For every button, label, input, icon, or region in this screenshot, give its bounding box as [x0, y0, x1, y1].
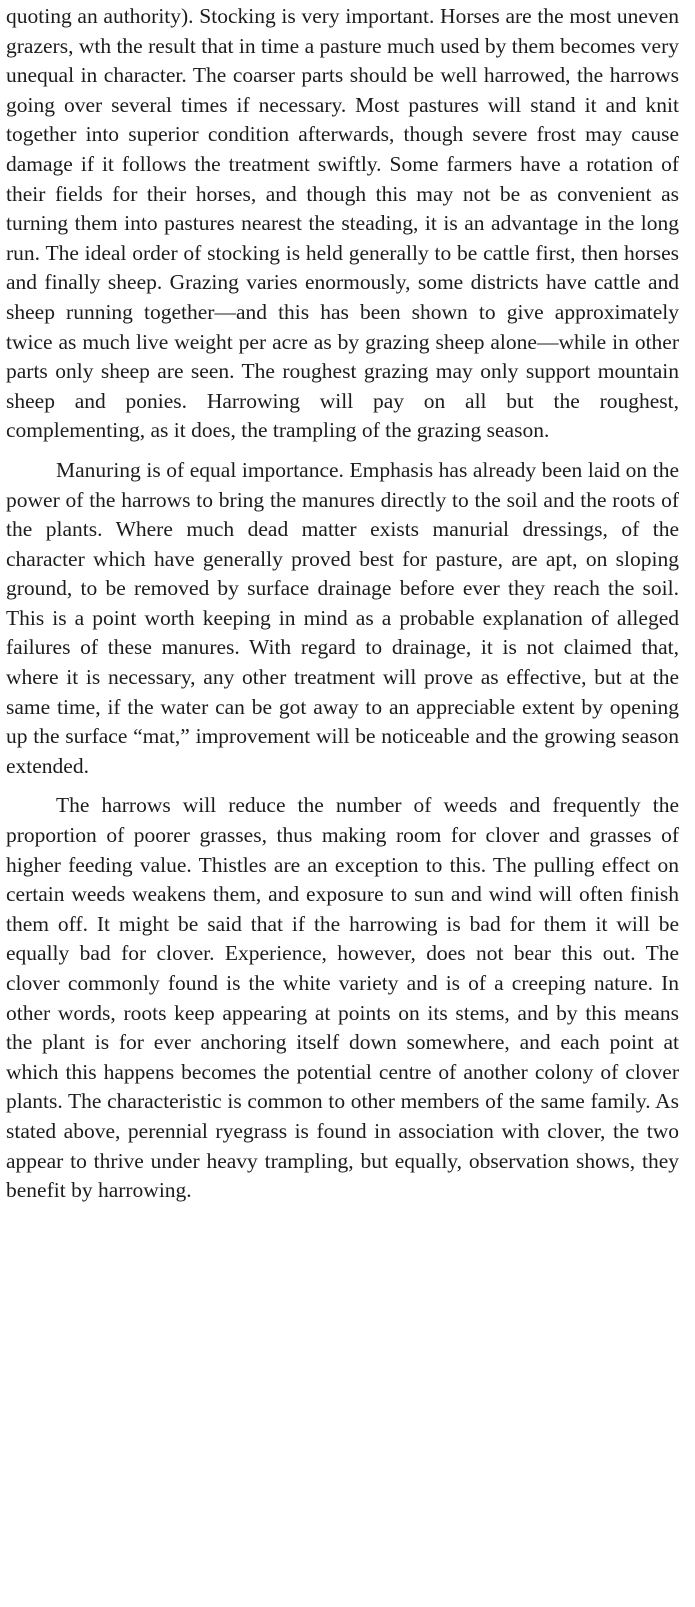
- paragraph-weeds-clover: The harrows will reduce the number of weeds and frequently the proportion of poorer grasses, thus making room for clover and grasses of higher feeding value. Thistles are an exception to this. The pulling effect on certain weeds weakens them, and exposure to sun and wind will often finish them off. It might be said that if the harrowing is bad for them it will be equally bad for clover. Experience, however, does not bear this out. The clover commonly found is the white variety and is of a creeping nature. In other words, roots keep appearing at points on its stems, and by this means the plant is for ever anchoring itself down somewhere, and each point at which this happens becomes the potential centre of another colony of clover plants. The characteristic is common to other members of the same family. As stated above, perennial ryegrass is found in association with clover, the two appear to thrive under heavy trampling, but equally, observation shows, they benefit by harrowing.: [6, 793, 679, 1203]
- paragraph-manuring: Manuring is of equal importance. Emphasis has already been laid on the power of the harrows to bring the manures directly to the soil and the roots of the plants. Where much dead matter exists manurial dressings, of the character which have generally proved best for pasture, are apt, on sloping ground, to be removed by surface drainage before ever they reach the soil. This is a point worth keeping in mind as a probable explanation of alleged failures of these manures. With regard to drainage, it is not claimed that, where it is necessary, any other treatment will prove as effective, but at the same time, if the water can be got away to an appreciable extent by opening up the surface “mat,” improvement will be noticeable and the growing season extended.: [6, 457, 679, 778]
- paragraph-stocking: quoting an authority). Stocking is very important. Horses are the most uneven grazers, wth the result that in time a pasture much used by them becomes very unequal in character. The coarser parts should be well harrowed, the harrows going over several times if necessary. Most pastures will stand it and knit together into superior condition afterwards, though severe frost may cause damage if it follows the treatment swiftly. Some farmers have a rotation of their fields for their horses, and though this may not be as convenient as turning them into pastures nearest the steading, it is an advantage in the long run. The ideal order of stocking is held generally to be cattle first, then horses and finally sheep. Grazing varies enormously, some districts have cattle and sheep running together—and this has been shown to give approximately twice as much live weight per acre as by grazing sheep alone—while in other parts only sheep are seen. The roughest grazing may only support mountain sheep and ponies. Harrowing will pay on all but the roughest, complementing, as it does, the trampling of the grazing season.: [6, 4, 679, 443]
